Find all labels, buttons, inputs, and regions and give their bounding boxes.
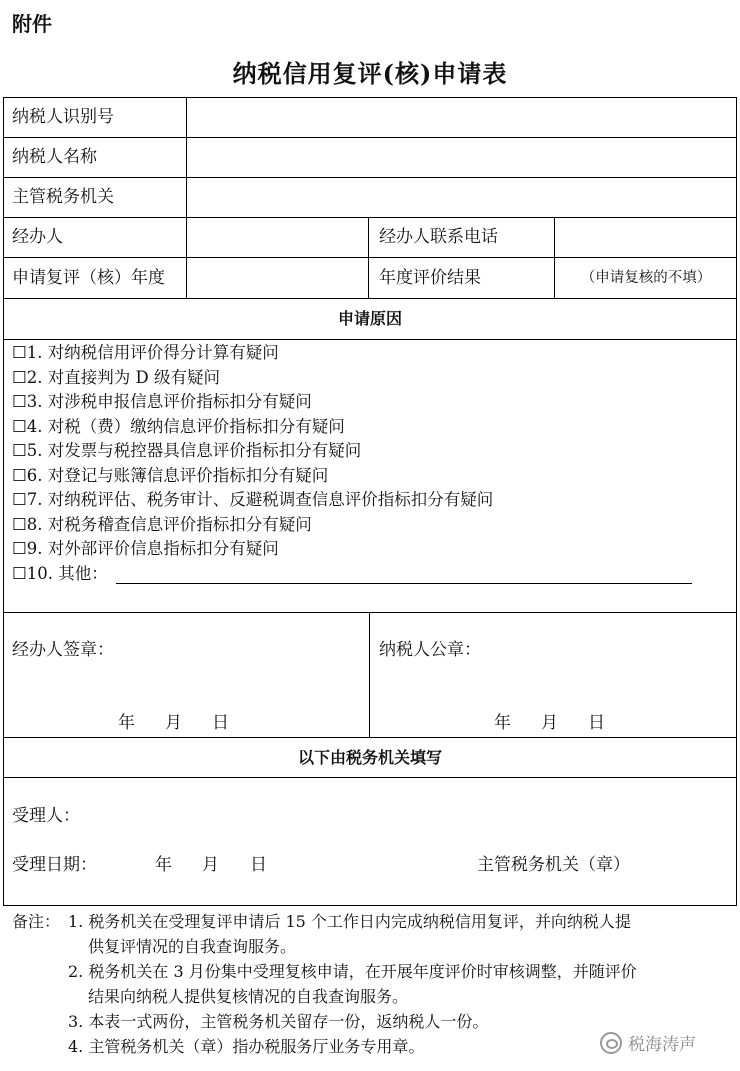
note-1-cont: 供复评情况的自我查询服务。: [88, 937, 297, 956]
taxpayer-seal-label: 纳税人公章：: [379, 640, 481, 660]
taxpayer-date-month: 月: [541, 713, 558, 733]
handler-phone-label: 经办人联系电话: [379, 227, 498, 247]
authority-seal-label: 主管税务机关（章）: [477, 855, 630, 875]
authority-section-header: 以下由税务机关填写: [297, 748, 442, 767]
handler-date-month: 月: [165, 713, 182, 733]
other-reason-underline[interactable]: [116, 583, 692, 584]
reason-item-6[interactable]: ☐6. 对登记与账簿信息评价指标扣分有疑问: [12, 466, 329, 485]
note-4: 4. 主管税务机关（章）指办税服务厅业务专用章。: [68, 1037, 425, 1056]
reason-header: 申请原因: [337, 309, 402, 328]
receive-date-year: 年: [155, 855, 172, 875]
reason-item-10[interactable]: ☐10. 其他：: [12, 564, 108, 583]
reason-item-5[interactable]: ☐5. 对发票与税控器具信息评价指标扣分有疑问: [12, 441, 362, 460]
tax-authority-label: 主管税务机关: [12, 187, 114, 207]
handler-label: 经办人: [12, 227, 63, 247]
taxpayer-name-label: 纳税人名称: [12, 147, 97, 167]
receiver-label: 受理人：: [12, 806, 80, 826]
reason-item-1[interactable]: ☐1. 对纳税信用评价得分计算有疑问: [12, 343, 279, 362]
handler-phone-field[interactable]: [556, 218, 735, 256]
reason-item-2[interactable]: ☐2. 对直接判为 D 级有疑问: [12, 368, 220, 387]
receive-date-day: 日: [250, 855, 267, 875]
review-year-label: 申请复评（核）年度: [12, 268, 165, 288]
note-1: 1. 税务机关在受理复评申请后 15 个工作日内完成纳税信用复评，并向纳税人提: [68, 912, 631, 931]
handler-signature-label: 经办人签章：: [12, 640, 114, 660]
note-3: 3. 本表一式两份，主管税务机关留存一份，返纳税人一份。: [68, 1012, 489, 1031]
annual-result-hint: （申请复核的不填）: [580, 270, 712, 286]
notes-prefix: 备注：: [12, 912, 61, 931]
note-2-cont: 结果向纳税人提供复核情况的自我查询服务。: [88, 987, 409, 1006]
annual-result-label: 年度评价结果: [379, 268, 481, 288]
note-2: 2. 税务机关在 3 月份集中受理复核申请，在开展年度评价时审核调整，并随评价: [68, 962, 637, 981]
taxpayer-name-field[interactable]: [188, 138, 735, 176]
taxpayer-date-day: 日: [588, 713, 605, 733]
review-year-field[interactable]: [188, 258, 367, 297]
reason-item-3[interactable]: ☐3. 对涉税申报信息评价指标扣分有疑问: [12, 392, 312, 411]
attachment-label: 附件: [12, 12, 52, 36]
reason-item-7[interactable]: ☐7. 对纳税评估、税务审计、反避税调查信息评价指标扣分有疑问: [12, 490, 494, 509]
reason-item-9[interactable]: ☐9. 对外部评价信息指标扣分有疑问: [12, 539, 279, 558]
handler-field[interactable]: [188, 218, 367, 256]
reason-item-8[interactable]: ☐8. 对税务稽查信息评价指标扣分有疑问: [12, 515, 312, 534]
receive-date-label: 受理日期：: [12, 855, 97, 875]
taxpayer-id-field[interactable]: [188, 98, 735, 136]
receive-date-month: 月: [202, 855, 219, 875]
handler-date-day: 日: [212, 713, 229, 733]
form-title: 纳税信用复评(核)申请表: [232, 59, 508, 88]
watermark: [600, 1030, 696, 1055]
reason-item-4[interactable]: ☐4. 对税（费）缴纳信息评价指标扣分有疑问: [12, 417, 345, 436]
wechat-icon: [600, 1032, 622, 1054]
tax-authority-field[interactable]: [188, 178, 735, 216]
watermark-text: 税海涛声: [628, 1035, 696, 1055]
taxpayer-date-year: 年: [494, 713, 511, 733]
taxpayer-id-label: 纳税人识别号: [12, 107, 114, 127]
handler-date-year: 年: [118, 713, 135, 733]
